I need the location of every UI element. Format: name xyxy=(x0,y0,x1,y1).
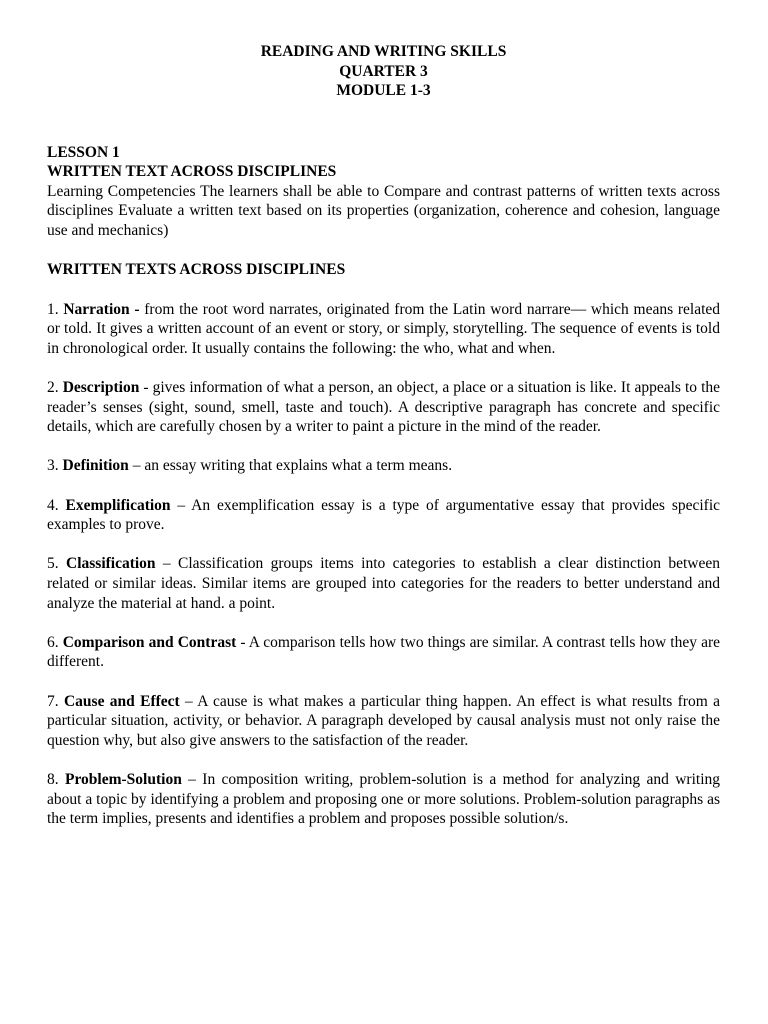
item-description: – In composition writing, problem-solution is a method for analyzing and writing about a topic by identifying a problem and proposing one or more solutions. Problem-solution paragraphs as the term implies, presents and identifies a problem and proposes possible solution/s. xyxy=(47,770,721,828)
section-title: WRITTEN TEXTS ACROSS DISCIPLINES xyxy=(47,261,346,279)
document-header xyxy=(47,42,720,101)
item-description: from the root word narrates, originated from the Latin word narrare— which means related or told. It gives a written account of an event or story, or simply, storytelling. The sequence of events is told in chronological order. It usually contains the following: the who, what and when. xyxy=(47,300,721,357)
list-item xyxy=(47,456,720,476)
course-title: READING AND WRITING SKILLS xyxy=(260,43,507,60)
item-number: 1. xyxy=(47,300,64,318)
list-item xyxy=(47,378,720,437)
item-number: 4. xyxy=(47,496,66,514)
lesson-title: WRITTEN TEXT ACROSS DISCIPLINES xyxy=(47,163,337,181)
list-item xyxy=(47,554,720,613)
list-item xyxy=(47,300,720,359)
quarter-label: QUARTER 3 xyxy=(339,62,428,80)
item-number: 3. xyxy=(47,457,63,475)
item-number: 5. xyxy=(47,555,66,573)
module-label: MODULE 1-3 xyxy=(336,82,431,99)
lesson-number: LESSON 1 xyxy=(47,143,120,161)
list-item xyxy=(47,496,720,535)
item-description: – Classification groups items into categories to establish a clear distinction between related or similar ideas. Similar items are grouped into categories for the readers to better understand and analyze the material at hand. a point. xyxy=(47,555,720,612)
text-types-list xyxy=(47,300,720,829)
item-term: Definition xyxy=(62,457,129,475)
item-term: Comparison and Contrast xyxy=(62,633,237,651)
lesson-heading xyxy=(47,143,720,182)
item-description: – an essay writing that explains what a term means. xyxy=(128,457,453,475)
item-term: Classification xyxy=(66,555,156,573)
document-page xyxy=(47,42,720,829)
item-number: 6. xyxy=(47,633,63,651)
item-description: - gives information of what a person, an object, a place or a situation is like. It appeals to the reader’s senses (sight, sound, smell, taste and touch). A descriptive paragraph has concrete and specific details, which are carefully chosen by a writer to paint a picture in the mind of the reader. xyxy=(47,379,721,436)
item-term: Exemplification xyxy=(65,496,171,514)
item-number: 7. xyxy=(47,692,64,710)
item-number: 8. xyxy=(47,770,65,788)
list-item xyxy=(47,633,720,672)
item-description: – A cause is what makes a particular thing happen. An effect is what results from a particular situation, activity, or behavior. A paragraph developed by causal analysis must not only raise the question why, but also give answers to the satisfaction of the reader. xyxy=(47,692,720,749)
item-number: 2. xyxy=(47,379,63,397)
list-item xyxy=(47,692,720,751)
item-description: – An exemplification essay is a type of argumentative essay that provides specific examples to prove. xyxy=(47,496,721,534)
list-item xyxy=(47,770,720,829)
item-term: Problem-Solution xyxy=(64,770,182,788)
item-description: - A comparison tells how two things are similar. A contrast tells how they are different. xyxy=(47,633,720,671)
item-term: Narration - xyxy=(63,300,140,318)
learning-competencies: Learning Competencies The learners shall be able to Compare and contrast patterns of written texts across disciplines Evaluate a written text based on its properties (organization, coherence and cohesion, language use and mechanics) xyxy=(47,182,720,239)
item-term: Description xyxy=(62,379,140,397)
item-term: Cause and Effect xyxy=(63,692,180,710)
